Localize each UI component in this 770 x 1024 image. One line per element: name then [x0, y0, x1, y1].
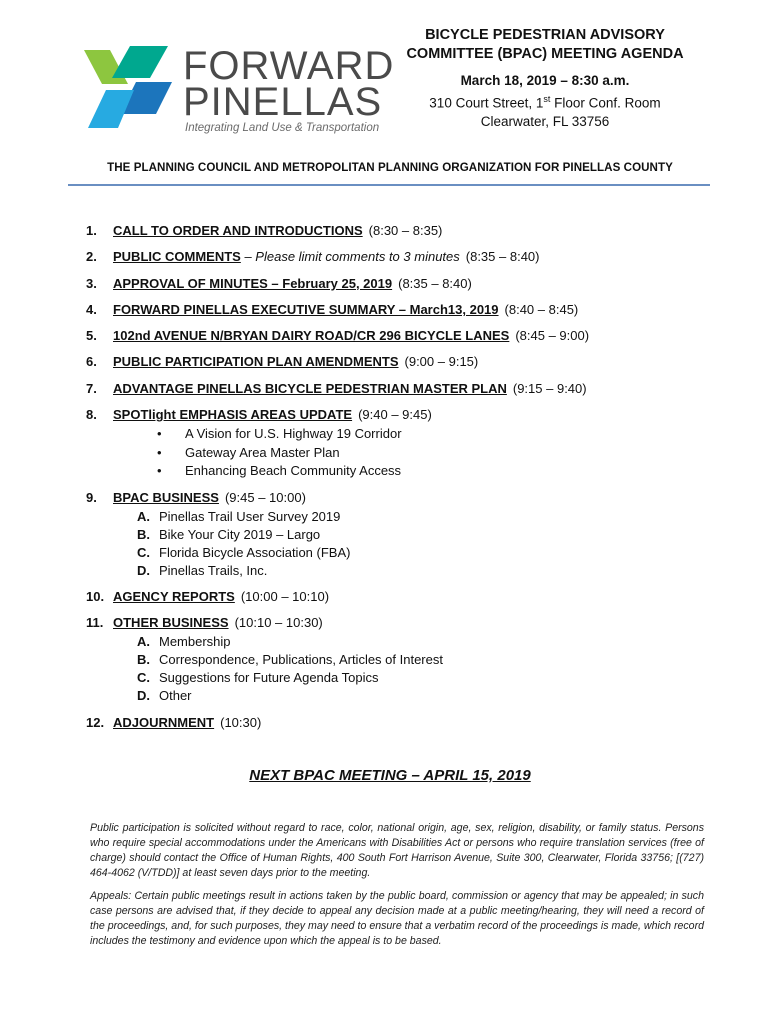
agenda-item	[86, 301, 726, 319]
forward-pinellas-logo	[76, 42, 395, 134]
agenda-item-time: (8:45 – 9:00)	[515, 328, 590, 344]
agenda-item	[86, 489, 726, 580]
agenda-item-number: 3.	[86, 275, 97, 291]
agenda-item-number: 7.	[86, 380, 97, 396]
agenda-bullet-item: • Gateway Area Master Plan	[157, 444, 726, 463]
agenda-item-title: CALL TO ORDER AND INTRODUCTIONS	[113, 223, 363, 238]
agenda-sub-text: Florida Bicycle Association (FBA)	[159, 544, 351, 560]
agenda-item-number: 10.	[86, 589, 105, 605]
agenda-item-number: 11.	[86, 615, 104, 631]
agenda-item	[86, 380, 726, 398]
agenda-list	[86, 222, 726, 740]
agenda-item-time: (8:35 – 8:40)	[465, 249, 540, 265]
agenda-item	[86, 353, 726, 371]
agenda-sub-letter: B.	[137, 652, 150, 668]
agenda-bullet-item: • A Vision for U.S. Highway 19 Corridor	[157, 425, 726, 444]
agenda-item-time: (8:35 – 8:40)	[398, 275, 472, 291]
agenda-sub-letter: D.	[137, 688, 150, 704]
agenda-sub-item	[137, 687, 726, 705]
agenda-sub-item	[137, 544, 726, 562]
meeting-date: March 18, 2019 – 8:30 a.m.	[460, 73, 630, 88]
agenda-item	[86, 588, 726, 606]
agenda-item-title: APPROVAL OF MINUTES – February 25, 2019	[113, 275, 393, 291]
agenda-item-note: – Please limit comments to 3 minutes	[240, 249, 460, 265]
agenda-sub-text: Other	[159, 688, 192, 704]
agenda-item-title: AGENCY REPORTS	[113, 589, 235, 605]
agenda-item-number: 8.	[86, 407, 97, 423]
pinwheel-logo-icon	[76, 44, 176, 130]
agenda-item-title: PUBLIC PARTICIPATION PLAN AMENDMENTS	[113, 354, 399, 370]
agenda-item-time: (9:00 – 9:15)	[404, 354, 479, 370]
agenda-item-number: 6.	[86, 354, 97, 370]
agenda-sub-text: Correspondence, Publications, Articles of Interest	[159, 652, 443, 668]
agenda-sub-text: Suggestions for Future Agenda Topics	[159, 670, 379, 686]
agenda-sub-item	[137, 562, 726, 580]
agenda-item	[86, 406, 726, 481]
agenda-sub-letter: C.	[137, 670, 150, 686]
agenda-sub-text: Pinellas Trails, Inc.	[159, 562, 268, 578]
logo-wordmark-pinellas: PINELLAS	[183, 80, 383, 124]
next-meeting: NEXT BPAC MEETING – APRIL 15, 2019	[249, 767, 531, 784]
organization-line: THE PLANNING COUNCIL AND METROPOLITAN PLANNING ORGANIZATION FOR PINELLAS COUNTY	[107, 161, 673, 174]
agenda-sub-list	[137, 633, 726, 705]
meeting-title-line2: COMMITTEE (BPAC) MEETING AGENDA	[406, 46, 684, 62]
agenda-item-title: PUBLIC COMMENTS	[113, 249, 241, 265]
agenda-item-time: (8:40 – 8:45)	[504, 301, 579, 317]
agenda-bullet-item: • Enhancing Beach Community Access	[157, 462, 726, 481]
agenda-sub-letter: B.	[137, 526, 150, 542]
agenda-bullet-list	[157, 425, 726, 481]
agenda-sub-text: Pinellas Trail User Survey 2019	[159, 508, 341, 524]
agenda-item-time: (10:00 – 10:10)	[240, 589, 330, 605]
agenda-sub-item	[137, 633, 726, 651]
header-divider	[68, 184, 710, 186]
agenda-sub-text: Membership	[159, 634, 231, 650]
agenda-item-title: OTHER BUSINESS	[113, 615, 229, 631]
meeting-address: 310 Court Street, 1st Floor Conf. Room	[429, 94, 661, 111]
agenda-item	[86, 222, 726, 240]
agenda-item-number: 9.	[86, 489, 97, 505]
agenda-item	[86, 714, 726, 732]
agenda-item-time: (9:15 – 9:40)	[512, 380, 587, 396]
meeting-title-line1: BICYCLE PEDESTRIAN ADVISORY	[425, 27, 665, 43]
agenda-sub-list	[137, 508, 726, 580]
meeting-heading	[390, 26, 700, 131]
agenda-item	[86, 248, 726, 266]
logo-tagline: Integrating Land Use & Transportation	[185, 122, 380, 134]
agenda-item	[86, 327, 726, 345]
agenda-sub-letter: C.	[137, 544, 150, 560]
agenda-sub-letter: D.	[137, 562, 150, 578]
agenda-item-number: 1.	[86, 223, 97, 238]
agenda-sub-item	[137, 669, 726, 687]
agenda-item-time: (9:45 – 10:00)	[224, 489, 306, 505]
agenda-item-number: 5.	[86, 328, 97, 344]
agenda-item-number: 4.	[86, 301, 97, 317]
agenda-item-time: (10:30)	[220, 714, 262, 730]
agenda-sub-text: Bike Your City 2019 – Largo	[159, 526, 321, 542]
agenda-item-title: SPOTlight EMPHASIS AREAS UPDATE	[113, 407, 353, 423]
agenda-sub-letter: A.	[137, 508, 150, 524]
agenda-sub-item	[137, 526, 726, 544]
agenda-item-time: (9:40 – 9:45)	[358, 407, 432, 423]
agenda-sub-letter: A.	[137, 634, 150, 650]
agenda-item-title: ADVANTAGE PINELLAS BICYCLE PEDESTRIAN MASTER PLAN	[113, 380, 507, 396]
agenda-sub-item	[137, 651, 726, 669]
agenda-item-number: 12.	[86, 714, 105, 730]
agenda-item-time: (10:10 – 10:30)	[234, 615, 323, 631]
agenda-item-title: ADJOURNMENT	[113, 714, 215, 730]
agenda-item-title: BPAC BUSINESS	[113, 489, 219, 505]
agenda-sub-item	[137, 508, 726, 526]
public-participation-notice: Public participation is solicited without regard to race, color, national origin, age, sex, religion, disability, or family status. Persons who require special accommodations under the Americans with Disabilities Act or persons who require translation services (free of charge) should contact the Office of Human Rights, 400 South Fort Harrison Avenue, Suite 300, Clearwater, Florida 33756; [(727) 464-4062 (V/TDD)] at least seven days prior to the meeting.	[90, 822, 704, 879]
agenda-item-title: 102nd AVENUE N/BRYAN DAIRY ROAD/CR 296 BICYCLE LANES	[113, 328, 510, 344]
agenda-item-number: 2.	[86, 249, 97, 265]
agenda-item	[86, 275, 726, 293]
agenda-item-title: FORWARD PINELLAS EXECUTIVE SUMMARY – March13, 2019	[113, 301, 499, 317]
agenda-item-time: (8:30 – 8:35)	[368, 223, 443, 238]
meeting-city: Clearwater, FL 33756	[480, 113, 610, 129]
agenda-item	[86, 614, 726, 705]
logo-wordmark-forward: FORWARD	[183, 44, 395, 88]
appeals-notice: Appeals: Certain public meetings result in actions taken by the public board, commission or agency that may be appealed; in such case persons are advised that, if they decide to appeal any decision made at a public meeting/hearing, they will need a record of the proceedings, and, for such purposes, they may need to ensure that a verbatim record of the proceedings is made, which record includes the testimony and evidence upon which the appeal is to be based.	[90, 890, 704, 947]
